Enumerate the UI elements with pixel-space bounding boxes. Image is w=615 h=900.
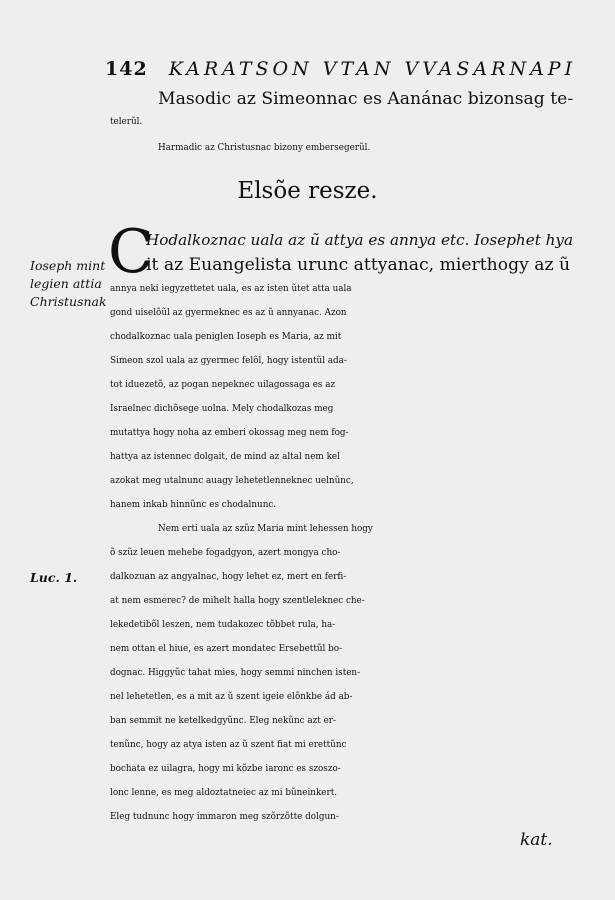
body-line: Israelnec dichõsege uolna. Mely chodalkozas meg bbox=[110, 404, 334, 414]
body-line: tenũnc, hogy az atya isten az ũ szent fiat mi erettũnc bbox=[110, 740, 347, 750]
body-line: bochata ez uilagra, hogy mi kõzbe iaronc es szoszo- bbox=[110, 764, 341, 774]
page-number: 142 bbox=[105, 58, 148, 80]
body-line: mutattya hogy noha az emberi okossag meg nem fog- bbox=[110, 428, 349, 438]
body-line: annya neki iegyzettetet uala, es az isten ũtet atta uala bbox=[110, 284, 352, 294]
margin-reference: Luc. 1. bbox=[30, 570, 78, 585]
intro-line: Masodic az Simeonnac es Aanánac bizonsag te- bbox=[158, 89, 574, 109]
catchword: kat. bbox=[520, 830, 553, 850]
body-line: azokat meg utalnunc auagy lehetetlenneknec uelnũnc, bbox=[110, 476, 354, 486]
body-line: õ szũz leuen mehebe fogadgyon, azert mongya cho- bbox=[110, 548, 341, 558]
body-line: hattya az istennec dolgait, de mind az altal nem kel bbox=[110, 452, 340, 462]
body-line: Nem erti uala az szũz Maria mint lehessen hogy bbox=[158, 524, 373, 534]
body-line: lonc lenne, es meg aldoztatneiec az mi bũneinkert. bbox=[110, 788, 338, 798]
body-line: nel lehetetlen, es a mit az ũ szent igeie elõnkbe ád ab- bbox=[110, 692, 353, 702]
body-line: dalkozuan az angyalnac, hogy lehet ez, mert en ferfi- bbox=[110, 572, 347, 582]
body-line: ban semmit ne ketelkedgyũnc. Eleg nekũnc azt er- bbox=[110, 716, 336, 726]
margin-note-line: Christusnak bbox=[30, 294, 107, 309]
drop-cap: C bbox=[108, 217, 154, 287]
intro-line: telerũl. bbox=[110, 117, 143, 127]
page-header bbox=[105, 58, 575, 86]
body-line: gond uiselõũl az gyermeknec es az ũ annyanac. Azon bbox=[110, 308, 347, 318]
body-line: tot iduezetõ, az pogan nepeknec uilagossaga es az bbox=[110, 380, 336, 390]
body-line: nem ottan el hiue, es azert mondatec Ersebettũl bo- bbox=[110, 644, 343, 654]
margin-note-line: legien attia bbox=[30, 276, 102, 291]
body-line: Eleg tudnunc hogy immaron meg szõrzõtte dolgun- bbox=[110, 812, 339, 822]
body-line: Simeon szol uala az gyermec felõl, hogy istentũl ada- bbox=[110, 356, 347, 366]
running-title: KARATSON VTAN VVASARNAPI bbox=[168, 58, 577, 80]
section-title: Elsõe resze. bbox=[237, 178, 378, 204]
body-line: Hodalkoznac uala az ũ attya es annya etc. Iosephet hya bbox=[146, 231, 574, 249]
body-line: chodalkoznac uala peniglen Ioseph es Maria, az mit bbox=[110, 332, 342, 342]
body-line: at nem esmerec? de mihelt halla hogy szentleleknec che- bbox=[110, 596, 365, 606]
body-line: it az Euangelista urunc attyanac, mierthogy az ũ bbox=[146, 255, 571, 275]
body-line: dognac. Higgyũc tahat mies, hogy semmi ninchen isten- bbox=[110, 668, 361, 678]
margin-note-line: Ioseph mint bbox=[30, 258, 106, 273]
body-line: lekedetibõl leszen, nem tudakozec tõbbet rula, ha- bbox=[110, 620, 336, 630]
body-line: hanem inkab hinnũnc es chodalnunc. bbox=[110, 500, 277, 510]
intro-line: Harmadic az Christusnac bizony embersegerũl. bbox=[158, 143, 371, 153]
